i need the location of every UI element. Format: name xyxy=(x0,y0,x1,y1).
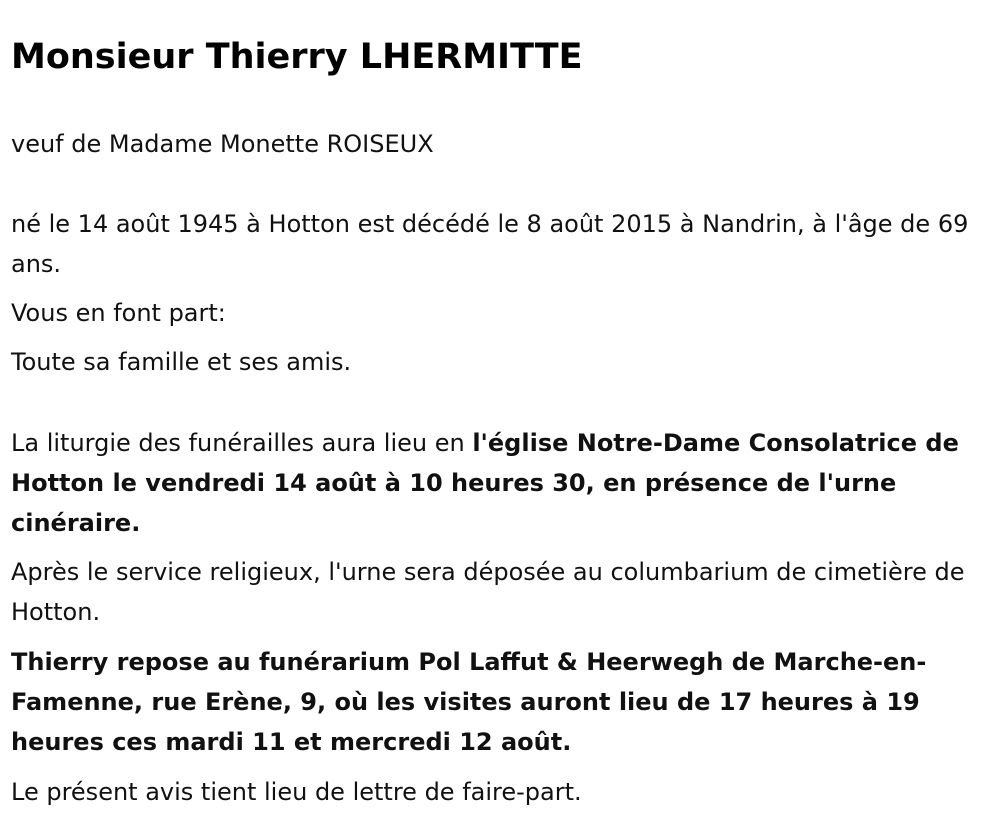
widow-of-text: veuf de Madame Monette ROISEUX xyxy=(11,130,434,158)
liturgy-paragraph xyxy=(11,423,989,543)
announce-intro-text: Vous en font part: xyxy=(11,299,226,327)
announcers-text: Toute sa famille et ses amis. xyxy=(11,348,352,376)
liturgy-details-text: l'église Notre-Dame Consolatrice de Hotton le vendredi 14 août à 10 heures 30, en présence de l'urne cinéraire. xyxy=(11,429,959,537)
liturgy-intro-text: La liturgie des funérailles aura lieu en xyxy=(11,429,473,457)
deceased-name-title: Monsieur Thierry LHERMITTE xyxy=(11,37,583,77)
birth-death-text: né le 14 août 1945 à Hotton est décédé le 8 août 2015 à Nandrin, à l'âge de 69 ans. xyxy=(11,210,969,278)
visitation-text: Thierry repose au funérarium Pol Laffut & Heerwegh de Marche-en-Famenne, rue Erène, 9, où les visites auront lieu de 17 heures à 19 heures ces mardi 11 et mercredi 12 août. xyxy=(11,648,927,756)
urn-deposit-text: Après le service religieux, l'urne sera déposée au columbarium de cimetière de Hotton. xyxy=(11,558,965,626)
closing-notice-text: Le présent avis tient lieu de lettre de faire-part. xyxy=(11,778,582,806)
